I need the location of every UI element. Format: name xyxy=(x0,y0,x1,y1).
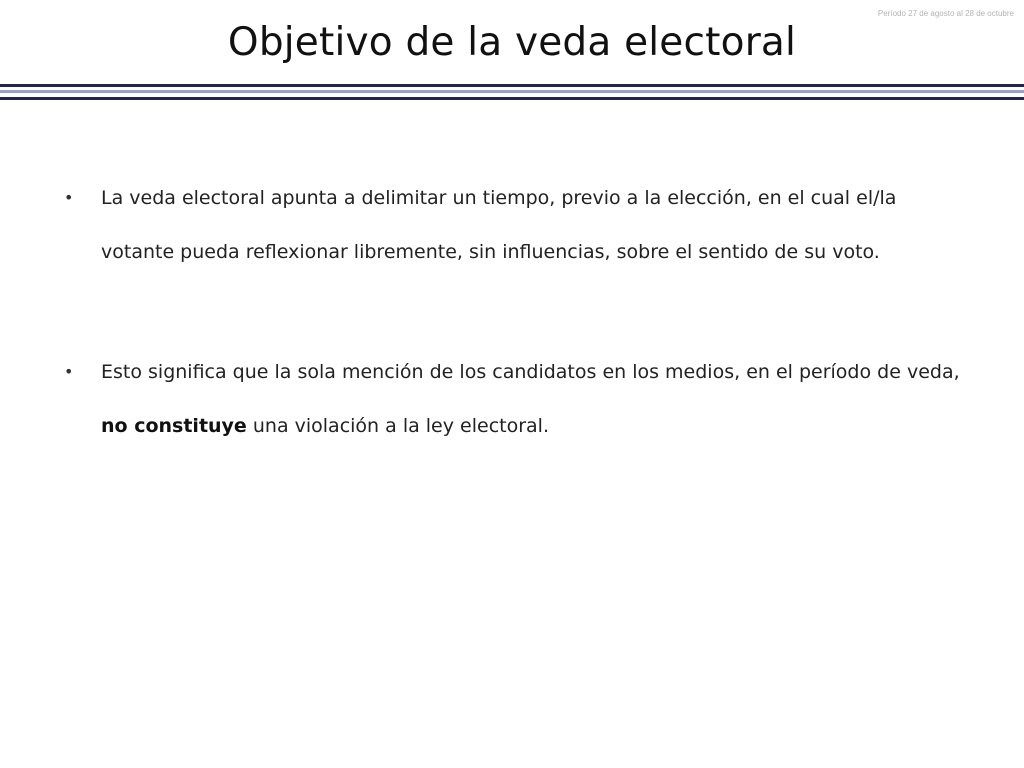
bullet-text-lead: Esto significa que la sola mención de los candidatos en los medios, en el período de veda, xyxy=(101,361,960,383)
bullet-item-2 xyxy=(64,345,964,453)
bullet-dot-icon: • xyxy=(64,362,74,381)
header-rule-middle xyxy=(0,90,1024,93)
bullet-dot-icon: • xyxy=(64,188,74,207)
slide-title: Objetivo de la veda electoral xyxy=(227,20,797,65)
bullet-text-emphasis: no constituye xyxy=(101,415,247,437)
slide-content xyxy=(64,171,964,453)
bullet-text xyxy=(101,345,964,453)
bullet-text-tail: una violación a la ley electoral. xyxy=(246,415,549,437)
header-rule-top xyxy=(0,84,1024,87)
period-note: Período 27 de agosto al 28 de octubre xyxy=(877,9,1014,18)
bullet-item-1 xyxy=(64,171,964,279)
header-rule-bottom xyxy=(0,97,1024,100)
bullet-text: La veda electoral apunta a delimitar un tiempo, previo a la elección, en el cual el/la votante pueda reflexionar libremente, sin influencias, sobre el sentido de su voto. xyxy=(101,187,897,263)
